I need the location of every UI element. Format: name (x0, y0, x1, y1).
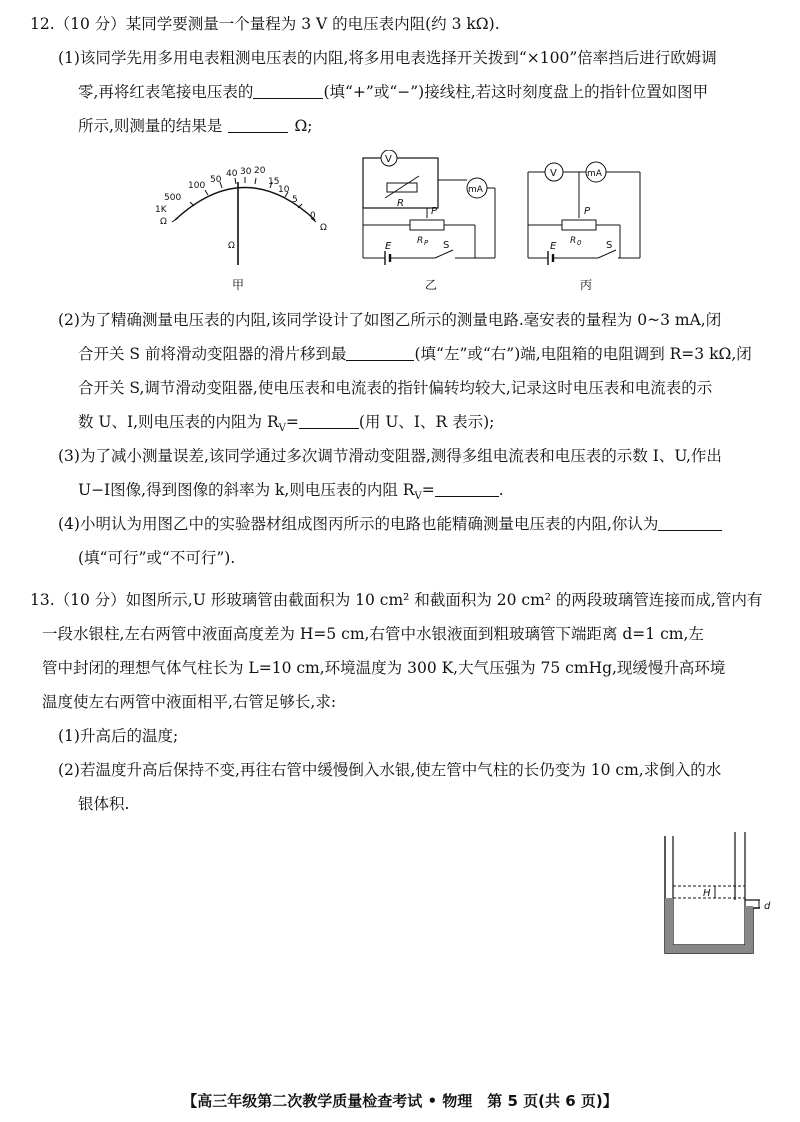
text: Ω; (294, 117, 313, 135)
q13-sub2-line1: (2)若温度升高后保持不变,再往右管中缓慢倒入水银,使左管中气柱的长仍变为 10 cm,求倒入的水 (58, 761, 722, 779)
switch-label: S (443, 240, 450, 251)
page-footer: 【高三年级第二次教学质量检查考试 • 物理 第 5 页(共 6 页)】 (182, 1092, 618, 1110)
text: 所示,则测量的结果是 (78, 117, 223, 135)
text: (4)小明认为用图乙中的实验器材组成图丙所示的电路也能精确测量电压表的内阻,你认为 (58, 515, 659, 533)
q13-line1: 13.（10 分）如图所示,U 形玻璃管由截面积为 10 cm² 和截面积为 20 cm² 的两段玻璃管连接而成,管内有 (30, 591, 763, 609)
slider-label: P (431, 206, 438, 217)
scale-label-500: 500 (164, 193, 182, 203)
figure-label-bing: 丙 (580, 278, 593, 292)
answer-blank (346, 345, 414, 361)
voltmeter-label: V (550, 168, 557, 179)
milliammeter-label: mA (468, 185, 483, 195)
rheostat-label: R (417, 236, 424, 246)
figure-label-jia: 甲 (232, 278, 245, 292)
figure-label-yi: 乙 (425, 278, 438, 292)
mercury-right (745, 906, 753, 945)
subscript: V (414, 491, 422, 503)
height-label-h: H (703, 888, 711, 899)
emf-label: E (550, 241, 557, 252)
voltmeter-label: V (385, 154, 392, 165)
text: 合开关 S 前将滑动变阻器的滑片移到最 (78, 345, 347, 363)
text: = (421, 481, 435, 499)
q12-part2-line3: 合开关 S,调节滑动变阻器,使电压表和电流表的指针偏转均较大,记录这时电压表和电流表的示 (78, 379, 713, 397)
slider-label: P (584, 206, 591, 217)
figure-ohmmeter (150, 160, 340, 280)
scale-label-30: 30 (240, 167, 252, 177)
distance-label-d: d (764, 901, 771, 912)
answer-blank (299, 413, 359, 429)
scale-label-5: 5 (292, 195, 298, 205)
scale-label-50: 50 (210, 175, 222, 185)
switch-symbol (435, 250, 453, 258)
needle-unit-label: Ω (228, 241, 235, 251)
q12-part1-line3 (78, 116, 313, 136)
text: (填“+”或“−”)接线柱,若这时刻度盘上的指针位置如图甲 (323, 83, 709, 101)
answer-blank (658, 515, 722, 531)
q13-sub2-line2: 银体积. (78, 795, 130, 813)
subscript: V (278, 423, 286, 435)
figure-u-tube (655, 828, 780, 963)
answer-blank (435, 481, 499, 497)
q12-part4-line1 (58, 514, 722, 534)
rheostat-label: R (570, 236, 577, 246)
text: = (285, 413, 299, 431)
rheostat-subscript: P (424, 239, 429, 247)
scale-label-10: 10 (278, 185, 290, 195)
switch-symbol (598, 250, 616, 258)
resistor-label: R (397, 198, 404, 209)
rheostat-symbol (562, 220, 596, 230)
q13-line2: 一段水银柱,左右两管中液面高度差为 H=5 cm,右管中水银液面到粗玻璃管下端距离 d=1 cm,左 (42, 625, 704, 643)
scale-label-0: 0 (310, 211, 316, 221)
rheostat-symbol (410, 220, 444, 230)
switch-label: S (606, 240, 613, 251)
q13-line3: 管中封闭的理想气体气柱长为 L=10 cm,环境温度为 300 K,大气压强为 75 cmHg,现缓慢升高环境 (42, 659, 726, 677)
scale-label-100: 100 (188, 181, 206, 191)
scale-label-20: 20 (254, 166, 266, 176)
text: (填“左”或“右”)端,电阻箱的电阻调到 R=3 kΩ,闭 (414, 345, 752, 363)
q12-part3-line2 (78, 480, 504, 507)
figure-circuit-bing (520, 150, 660, 275)
q12-part4-line2: (填“可行”或“不可行”). (78, 549, 236, 567)
mercury-bottom (665, 945, 753, 953)
q12-part3-line1: (3)为了减小测量误差,该同学通过多次调节滑动变阻器,测得多组电流表和电压表的示数 I、U,作出 (58, 447, 722, 465)
q13-sub1: (1)升高后的温度; (58, 727, 179, 745)
text: . (498, 481, 504, 499)
emf-label: E (385, 241, 392, 252)
q13-line4: 温度使左右两管中液面相平,右管足够长,求: (42, 693, 337, 711)
unit-label-left: Ω (160, 217, 167, 227)
q12-part1-line2 (78, 82, 708, 102)
answer-blank (253, 83, 323, 99)
text: (用 U、I、R 表示); (358, 413, 495, 431)
q12-part2-line2 (78, 344, 752, 364)
text: 数 U、I,则电压表的内阻为 R (78, 413, 279, 431)
text: U−I图像,得到图像的斜率为 k,则电压表的内阻 R (78, 481, 415, 499)
answer-blank (228, 117, 288, 133)
q12-part2-line1: (2)为了精确测量电压表的内阻,该同学设计了如图乙所示的测量电路.毫安表的量程为 0~3 mA,闭 (58, 311, 722, 329)
q12-stem: 12.（10 分）某同学要测量一个量程为 3 V 的电压表内阻(约 3 kΩ). (30, 15, 500, 33)
mercury-left (665, 898, 673, 953)
figure-circuit-yi (355, 150, 505, 275)
unit-label-right: Ω (320, 223, 327, 233)
q12-part1-line1: (1)该同学先用多用电表粗测电压表的内阻,将多用电表选择开关拨到“×100”倍率挡后进行欧姆调 (58, 49, 717, 67)
scale-label-40: 40 (226, 169, 238, 179)
milliammeter-label: mA (587, 169, 602, 179)
text: 零,再将红表笔接电压表的 (78, 83, 254, 101)
scale-label-15: 15 (268, 177, 280, 187)
scale-label-1k: 1K (155, 205, 167, 215)
rheostat-subscript: 0 (577, 239, 582, 247)
q12-part2-line4 (78, 412, 494, 439)
